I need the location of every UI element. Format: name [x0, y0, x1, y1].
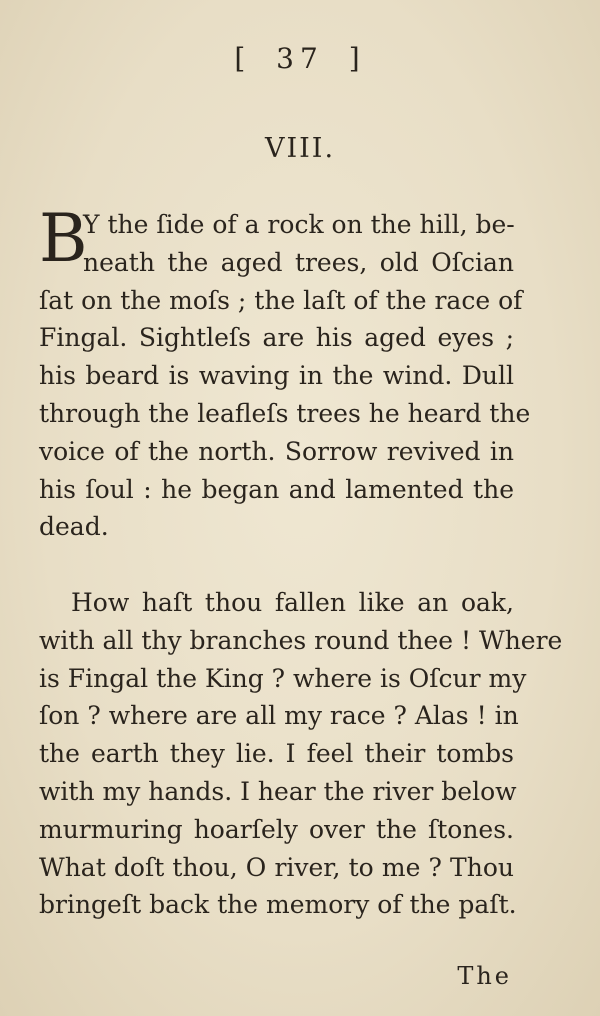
- text-line: his beard is waving in the wind. Dull: [39, 361, 514, 391]
- text-line: with all thy branches round thee ! Where: [39, 625, 563, 655]
- text-line: neath the aged trees, old Oſcian: [83, 247, 514, 277]
- catchword: The: [457, 962, 512, 990]
- text-line: is Fingal the King ? where is Oſcur my: [39, 663, 527, 693]
- paragraph-2: [39, 584, 563, 924]
- text-line: his ſoul : he began and lamented the: [39, 474, 514, 504]
- page-number: [ 37 ]: [234, 42, 366, 75]
- text-line: Y the ſide of a rock on the hill, be-: [83, 210, 515, 239]
- text-line: through the leafleſs trees he heard the: [39, 398, 531, 428]
- section-title: VIII.: [264, 133, 336, 164]
- text-line: murmuring hoarſely over the ſtones.: [39, 814, 514, 844]
- text-line: ſon ? where are all my race ? Alas ! in: [39, 701, 519, 731]
- drop-cap: B: [39, 200, 88, 277]
- text-line: bringeſt back the memory of the paſt.: [39, 890, 517, 920]
- text-line: ſat on the moſs ; the laſt of the race of: [39, 285, 523, 315]
- text-line: What doſt thou, O river, to me ? Thou: [39, 852, 514, 882]
- text-line: How haſt thou fallen like an oak,: [71, 588, 514, 617]
- text-line: with my hands. I hear the river below: [39, 776, 517, 806]
- text-line: voice of the north. Sorrow revived in: [39, 436, 514, 466]
- text-line: the earth they lie. I feel their tombs: [39, 739, 514, 769]
- text-line: Fingal. Sightleſs are his aged eyes ;: [39, 323, 514, 353]
- paragraph-1: [39, 200, 531, 546]
- text-line: dead.: [39, 512, 109, 542]
